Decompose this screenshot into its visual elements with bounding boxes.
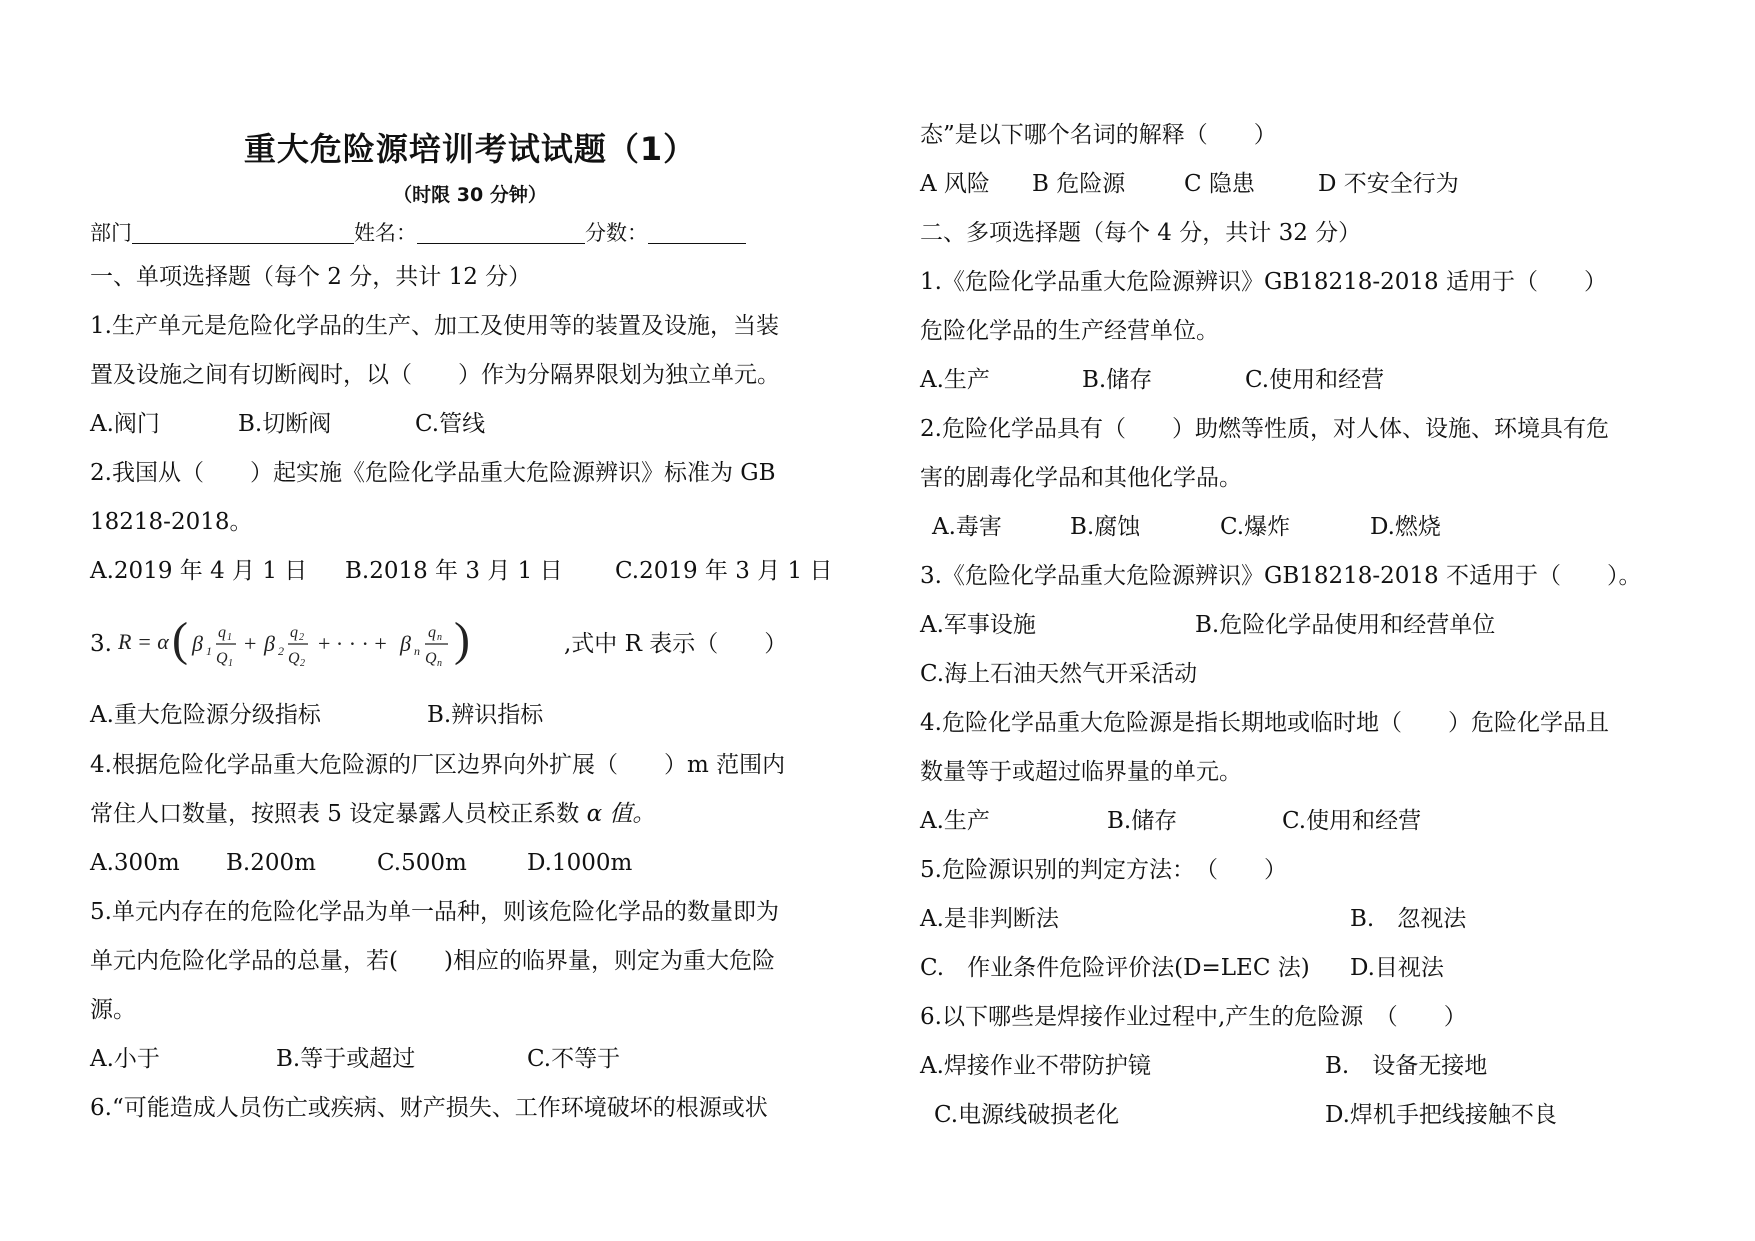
s2-q4-line1: 4.危险化学品重大危险源是指长期地或临时地（ ）危险化学品且 [920,710,1609,736]
header-fields [90,218,746,248]
svg-text:n: n [436,632,442,643]
option-c[interactable]: C.2019 年 3 月 1 日 [615,558,833,584]
name-label: 姓名： [354,221,417,245]
svg-text:1: 1 [205,644,212,658]
s1-q4-line2-text: 常住人口数量，按照表 5 设定暴露人员校正系数 [90,801,587,827]
option-c[interactable]: C.电源线破损老化 [934,1102,1120,1128]
svg-text:1: 1 [227,658,233,669]
s2-q1-options [920,365,1700,395]
section1-heading: 一、单项选择题（每个 2 分，共计 12 分） [90,264,532,290]
option-a[interactable]: A.军事设施 [920,612,1036,638]
s2-q5-options-row2 [920,953,1700,983]
svg-text:(: ( [171,615,188,666]
option-a[interactable]: A.毒害 [932,514,1002,540]
option-c[interactable]: C.海上石油天然气开采活动 [920,661,1198,687]
s2-q4-options [920,806,1700,836]
s1-q3-options [90,700,850,730]
option-c[interactable]: C.使用和经营 [1245,367,1385,393]
s2-q2-options [920,512,1700,542]
option-a[interactable]: A.焊接作业不带防护镜 [920,1053,1151,1079]
svg-text:2: 2 [277,644,284,658]
svg-text:n: n [436,658,442,669]
option-b[interactable]: B 危险源 [1032,171,1126,197]
s2-q2-line2: 害的剧毒化学品和其他化学品。 [920,465,1242,491]
svg-text:1: 1 [226,632,232,643]
risk-formula-svg [118,615,558,675]
svg-text:β: β [399,631,411,656]
option-b[interactable]: B.等于或超过 [276,1046,416,1072]
s1-q5-line3: 源。 [90,997,136,1023]
option-a[interactable]: A.小于 [90,1046,160,1072]
option-a[interactable]: A.2019 年 4 月 1 日 [90,558,308,584]
svg-text:2: 2 [299,658,305,669]
option-c[interactable]: C.使用和经营 [1282,808,1422,834]
option-c[interactable]: C 隐患 [1184,171,1255,197]
s2-q1-line2: 危险化学品的生产经营单位。 [920,318,1219,344]
option-c[interactable]: C.不等于 [527,1046,621,1072]
s2-q6-line1: 6.以下哪些是焊接作业过程中,产生的危险源 （ ） [920,1004,1467,1030]
option-b[interactable]: B. 忽视法 [1350,906,1467,932]
s2-q5-options-row1 [920,904,1700,934]
s1-q3-line [90,612,787,676]
s1-q2-options [90,556,850,586]
section2-heading: 二、多项选择题（每个 4 分，共计 32 分） [920,220,1362,246]
option-c[interactable]: C.管线 [415,411,486,437]
svg-text:q: q [217,624,226,641]
option-a[interactable]: A.300m [90,850,180,876]
option-d[interactable]: D.燃烧 [1370,514,1441,540]
svg-text:Q: Q [424,650,437,667]
option-b[interactable]: B.腐蚀 [1070,514,1141,540]
s1-q5-options [90,1044,850,1074]
s1-q2-line2: 18218-2018。 [90,509,253,535]
option-b[interactable]: B.200m [226,850,316,876]
option-c[interactable]: C.爆炸 [1220,514,1291,540]
s1-q3-number: 3. [90,631,112,657]
s1-q1-line1: 1.生产单元是危险化学品的生产、加工及使用等的装置及设施，当装 [90,313,779,339]
option-b[interactable]: B.切断阀 [238,411,332,437]
risk-formula-image [118,615,558,675]
svg-text:β: β [191,631,203,656]
s1-q6-line1: 6.“可能造成人员伤亡或疾病、财产损失、工作环境破坏的根源或状 [90,1095,768,1121]
option-d[interactable]: D.目视法 [1350,955,1444,981]
s1-q3-tail: ,式中 R 表示（ ） [563,631,788,657]
svg-text:q: q [427,624,436,641]
option-a[interactable]: A.是非判断法 [920,906,1059,932]
option-b[interactable]: B.储存 [1082,367,1153,393]
s1-q6-line2: 态”是以下哪个名词的解释（ ） [920,122,1277,148]
option-b[interactable]: B.辨识指标 [427,702,544,728]
dept-blank[interactable] [132,221,354,244]
option-b[interactable]: B.2018 年 3 月 1 日 [345,558,563,584]
time-limit: （时限 30 分钟） [393,184,547,206]
svg-text:q: q [289,624,298,641]
option-c[interactable]: C.500m [377,850,467,876]
name-blank[interactable] [417,221,585,244]
svg-text:n: n [413,644,420,658]
alpha-value: α 值。 [586,801,656,827]
s1-q5-line1: 5.单元内存在的危险化学品为单一品种，则该危险化学品的数量即为 [90,899,779,925]
s2-q5-line1: 5.危险源识别的判定方法： （ ） [920,857,1287,883]
dept-label: 部门 [90,221,132,245]
s1-q4-options [90,848,850,878]
option-a[interactable]: A.重大危险源分级指标 [90,702,321,728]
s1-q6-options [920,169,1700,199]
svg-text:R = α: R = α [117,629,169,654]
score-label: 分数： [585,221,648,245]
exam-title: 重大危险源培训考试试题（1） [243,130,697,168]
s1-q4-line2 [90,799,655,829]
option-c[interactable]: C. 作业条件危险评价法(D=LEC 法) [920,955,1310,981]
s2-q1-line1: 1.《危险化学品重大危险源辨识》GB18218-2018 适用于（ ） [920,269,1608,295]
s1-q2-line1: 2.我国从（ ）起实施《危险化学品重大危险源辨识》标准为 GB [90,460,776,486]
s2-q6-options-row2 [920,1100,1700,1130]
s1-q1-options [90,409,850,439]
option-a[interactable]: A.阀门 [90,411,160,437]
s2-q3-line1: 3.《危险化学品重大危险源辨识》GB18218-2018 不适用于（ ）。 [920,563,1642,589]
svg-text:+: + [243,631,257,656]
svg-text:): ) [453,615,470,666]
s2-q4-line2: 数量等于或超过临界量的单元。 [920,759,1242,785]
option-a[interactable]: A.生产 [920,367,990,393]
svg-text:β: β [263,631,275,656]
s1-q4-line1: 4.根据危险化学品重大危险源的厂区边界向外扩展（ ）m 范围内 [90,752,786,778]
s2-q3-options [920,610,1700,640]
svg-text:Q: Q [287,650,300,667]
option-d[interactable]: D.焊机手把线接触不良 [1325,1102,1557,1128]
option-a[interactable]: A.生产 [920,808,990,834]
s1-q1-line2: 置及设施之间有切断阀时，以（ ）作为分隔界限划为独立单元。 [90,362,780,388]
option-d[interactable]: D.1000m [527,850,633,876]
option-b[interactable]: B.危险化学品使用和经营单位 [1195,612,1496,638]
option-d[interactable]: D 不安全行为 [1318,171,1459,197]
s1-q5-line2: 单元内危险化学品的总量，若( )相应的临界量，则定为重大危险 [90,948,775,974]
svg-text:Q: Q [215,650,228,667]
option-a[interactable]: A 风险 [920,171,990,197]
s2-q2-line1: 2.危险化学品具有（ ）助燃等性质，对人体、设施、环境具有危 [920,416,1609,442]
option-b[interactable]: B.储存 [1107,808,1178,834]
option-b[interactable]: B. 设备无接地 [1325,1053,1488,1079]
score-blank[interactable] [648,221,746,244]
svg-text:+ · · · +: + · · · + [317,631,387,656]
svg-text:2: 2 [298,632,304,643]
s2-q6-options-row1 [920,1051,1700,1081]
